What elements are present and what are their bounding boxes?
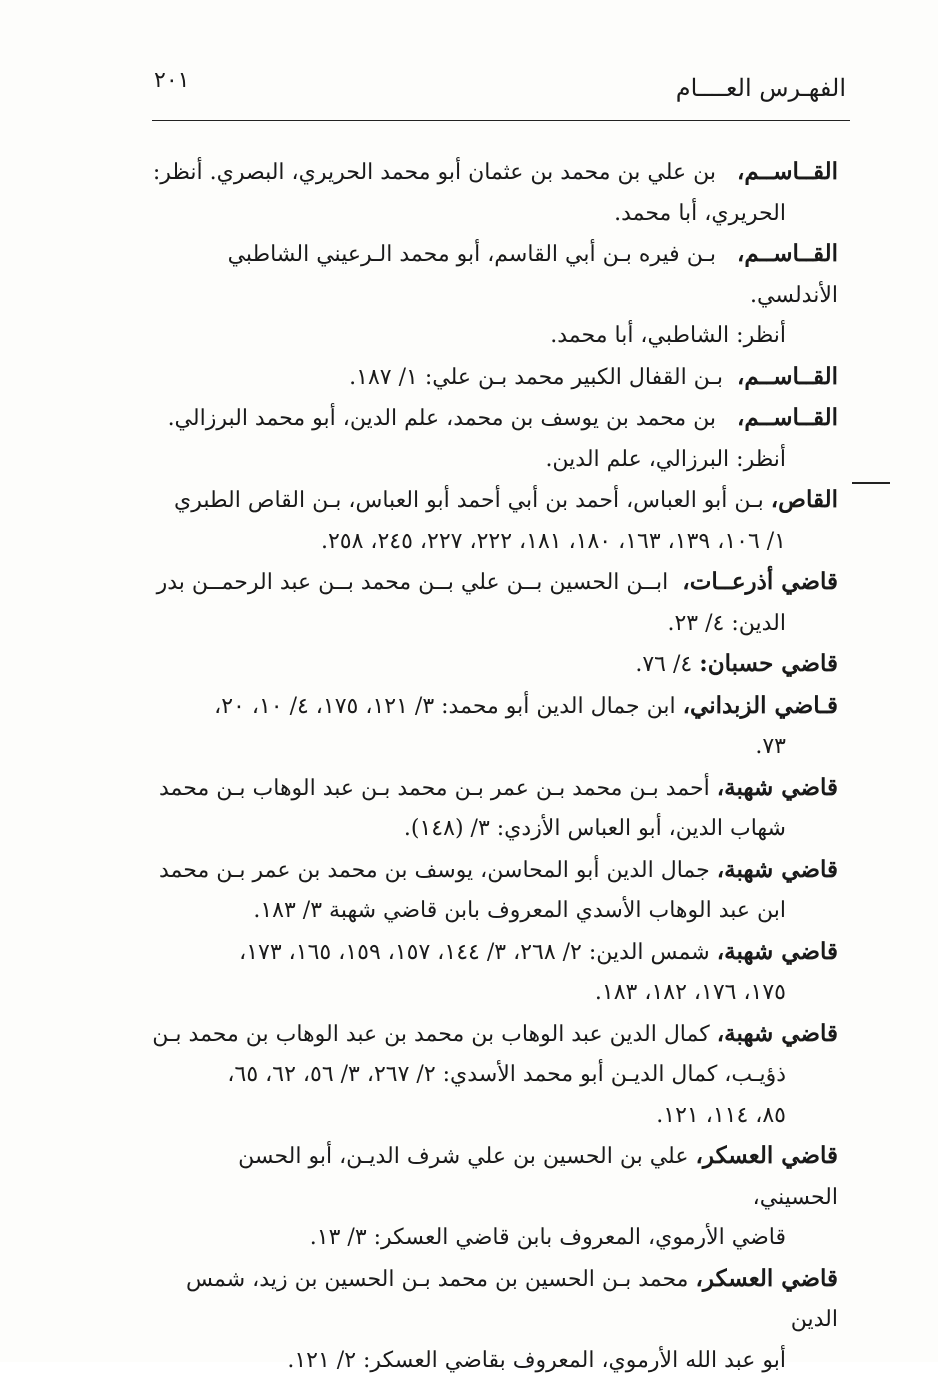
entry-first-line: [148, 152, 838, 194]
index-entry: [148, 234, 838, 357]
entry-text: بـن أبو العباس، أحمد بن أبي أحمد أبو العباس، بـن القاص الطبري: [174, 488, 764, 513]
index-entry: [148, 562, 838, 644]
entry-headword: قاضي شهبة،: [717, 774, 838, 801]
entry-headword: قـاضي الزبداني،: [683, 692, 838, 719]
entry-headword: القــاســم،: [737, 240, 838, 267]
entry-text: كمال الدين عبد الوهاب بن محمد بن عبد الوهاب بن محمد بـن: [152, 1022, 710, 1047]
entry-text: بـن فيره بـن أبي القاسم، أبو محمد الـرعيني الشاطبي الأندلسي.: [228, 242, 838, 308]
entry-text: محمد بـن الحسين بن محمد بـن الحسين بن زيد، شمس الدين: [186, 1267, 838, 1333]
entry-first-line: [148, 357, 838, 399]
entry-continuation: ذؤيـب، كمال الديـن أبو محمد الأسدي: ٢/ ٢٦٧، ٣/ ٥٦، ٦٢، ٦٥،: [148, 1055, 838, 1096]
entry-continuation: ١/ ١٠٦، ١٣٩، ١٦٣، ١٨٠، ١٨١، ٢٢٢، ٢٢٧، ٢٤٥، ٢٥٨.: [148, 522, 838, 563]
index-entry: [148, 768, 838, 850]
entry-headword: قاضي العسكر،: [695, 1142, 838, 1169]
entry-text: شمس الدين: ٢/ ٢٦٨، ٣/ ١٤٤، ١٥٧، ١٥٩، ١٦٥، ١٧٣،: [239, 940, 710, 965]
entry-text: بن علي بن محمد بن عثمان أبو محمد الحريري، البصري. أنظر:: [153, 160, 716, 185]
entry-continuation: ١٧٥، ١٧٦، ١٨٢، ١٨٣.: [148, 973, 838, 1014]
header-rule: [152, 120, 850, 121]
page-number: ٢٠١: [154, 68, 189, 93]
entry-continuation: الحريري، أبا محمد.: [148, 194, 838, 235]
running-title: الفهـرس العــــام: [676, 74, 846, 102]
entry-first-line: [148, 850, 838, 892]
index-entry: [148, 644, 838, 686]
entry-first-line: [148, 480, 838, 522]
entry-continuation: أبو عبد الله الأرموي، المعروف بقاضي العسكر: ٢/ ١٢١.: [148, 1341, 838, 1381]
index-entry: [148, 152, 838, 234]
index-entry: [148, 932, 838, 1014]
entry-text: أحمد بـن محمد بـن عمر بـن محمد بـن عبد الوهاب بـن محمد: [159, 776, 710, 801]
entry-first-line: [148, 1014, 838, 1056]
entry-first-line: [148, 768, 838, 810]
index-entry: [148, 1136, 838, 1259]
entry-text: بـن القفال الكبير محمد بـن علي: ١/ ١٨٧.: [349, 365, 723, 390]
entry-headword: قاضي شهبة،: [717, 856, 838, 883]
entry-headword: القاص،: [771, 486, 838, 513]
entry-headword: القــاســم،: [737, 158, 838, 185]
index-entries: [148, 152, 838, 1381]
index-entry: [148, 1259, 838, 1381]
entry-first-line: [148, 686, 838, 728]
entry-text: ابن جمال الدين أبو محمد: ٣/ ١٢١، ١٧٥، ٤/ ١٠، ٢٠،: [214, 694, 676, 719]
index-entry: [148, 1014, 838, 1137]
entry-text: علي بن الحسين بن علي شرف الديـن، أبو الحسن الحسيني،: [238, 1144, 838, 1210]
entry-continuation: ابن عبد الوهاب الأسدي المعروف بابن قاضي شهبة ٣/ ١٨٣.: [148, 891, 838, 932]
entry-text: جمال الدين أبو المحاسن، يوسف بن محمد بن عمر بـن محمد: [159, 858, 710, 883]
entry-continuation: أنظر: البرزالي، علم الدين.: [148, 440, 838, 481]
entry-headword: قاضي حسبان:: [699, 650, 838, 677]
index-entry: [148, 686, 838, 768]
entry-continuation: الدين: ٤/ ٢٣.: [148, 604, 838, 645]
entry-first-line: [148, 644, 838, 686]
entry-continuation: ٨٥، ١١٤، ١٢١.: [148, 1096, 838, 1137]
entry-headword: قاضي شهبة،: [717, 938, 838, 965]
entry-first-line: [148, 562, 838, 604]
entry-continuation: قاضي الأرموي، المعروف بابن قاضي العسكر: ٣/ ١٣.: [148, 1218, 838, 1259]
index-entry: [148, 357, 838, 399]
index-entry: [148, 398, 838, 480]
entry-headword: قاضي العسكر،: [695, 1265, 838, 1292]
entry-text: بن محمد بن يوسف بن محمد، علم الدين، أبو محمد البرزالي.: [168, 406, 716, 431]
entry-continuation: أنظر: الشاطبي، أبا محمد.: [148, 316, 838, 357]
entry-continuation: شهاب الدين، أبو العباس الأزدي: ٣/ (١٤٨).: [148, 809, 838, 850]
index-entry: [148, 850, 838, 932]
entry-first-line: [148, 932, 838, 974]
entry-text: ٤/ ٧٦.: [635, 652, 692, 677]
entry-first-line: [148, 1136, 838, 1218]
entry-first-line: [148, 1259, 838, 1341]
index-entry: [148, 480, 838, 562]
entry-headword: قاضي شهبة،: [717, 1020, 838, 1047]
margin-mark: [852, 482, 890, 484]
entry-first-line: [148, 398, 838, 440]
entry-headword: قاضي أذرعــات،: [682, 568, 838, 595]
entry-continuation: ٧٣.: [148, 727, 838, 768]
entry-headword: القــاســم،: [737, 363, 838, 390]
entry-first-line: [148, 234, 838, 316]
entry-text: ابــن الحسين بــن علي بــن محمد بــن عبد الرحمــن بدر: [157, 570, 669, 595]
entry-headword: القــاســم،: [737, 404, 838, 431]
page-header: [150, 66, 850, 122]
